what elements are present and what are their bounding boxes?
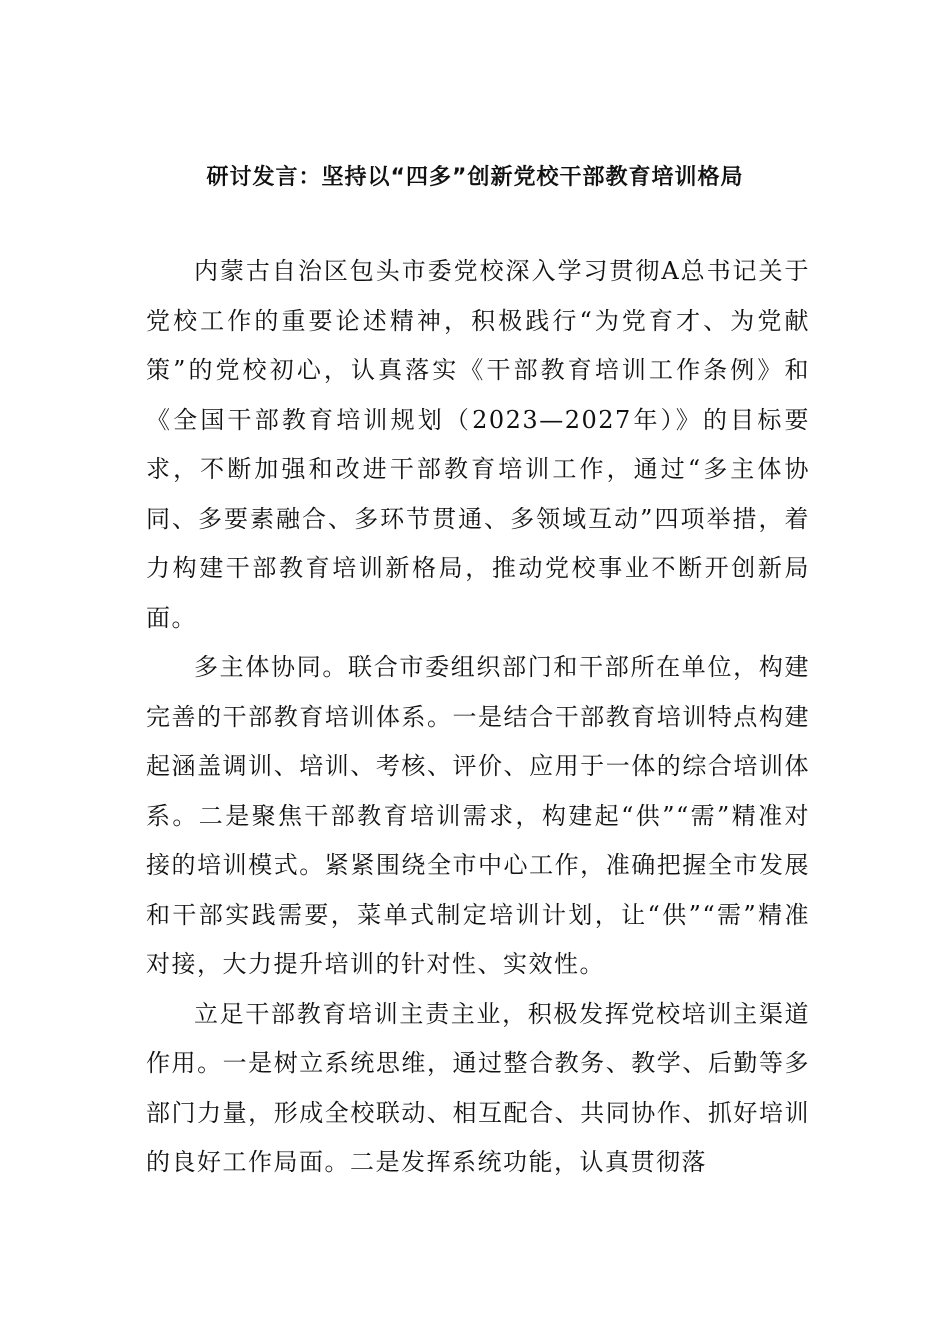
paragraph-main-channel: 立足干部教育培训主责主业，积极发挥党校培训主渠道作用。一是树立系统思维，通过整合教务、教学、后勤等多部门力量，形成全校联动、相互配合、共同协作、抓好培训的良好工作局面。二是发挥系统功能，认真贯彻落 (146, 999, 810, 1176)
document-body (146, 247, 810, 1188)
paragraph-multi-subject-coordination: 多主体协同。联合市委组织部门和干部所在单位，构建完善的干部教育培训体系。一是结合干部教育培训特点构建起涵盖调训、培训、考核、评价、应用于一体的综合培训体系。二是聚焦干部教育培训需求，构建起“供”“需”精准对接的培训模式。紧紧围绕全市中心工作，准确把握全市发展和干部实践需要，菜单式制定培训计划，让“供”“需”精准对接，大力提升培训的针对性、实效性。 (146, 653, 810, 978)
paragraph-intro: 内蒙古自治区包头市委党校深入学习贯彻A总书记关于党校工作的重要论述精神，积极践行“为党育才、为党献策”的党校初心，认真落实《干部教育培训工作条例》和《全国干部教育培训规划（2023—2027年）》的目标要求，不断加强和改进干部教育培训工作，通过“多主体协同、多要素融合、多环节贯通、多领域互动”四项举措，着力构建干部教育培训新格局，推动党校事业不断开创新局面。 (146, 257, 810, 632)
document-title: 研讨发言：坚持以“四多”创新党校干部教育培训格局 (206, 165, 744, 190)
